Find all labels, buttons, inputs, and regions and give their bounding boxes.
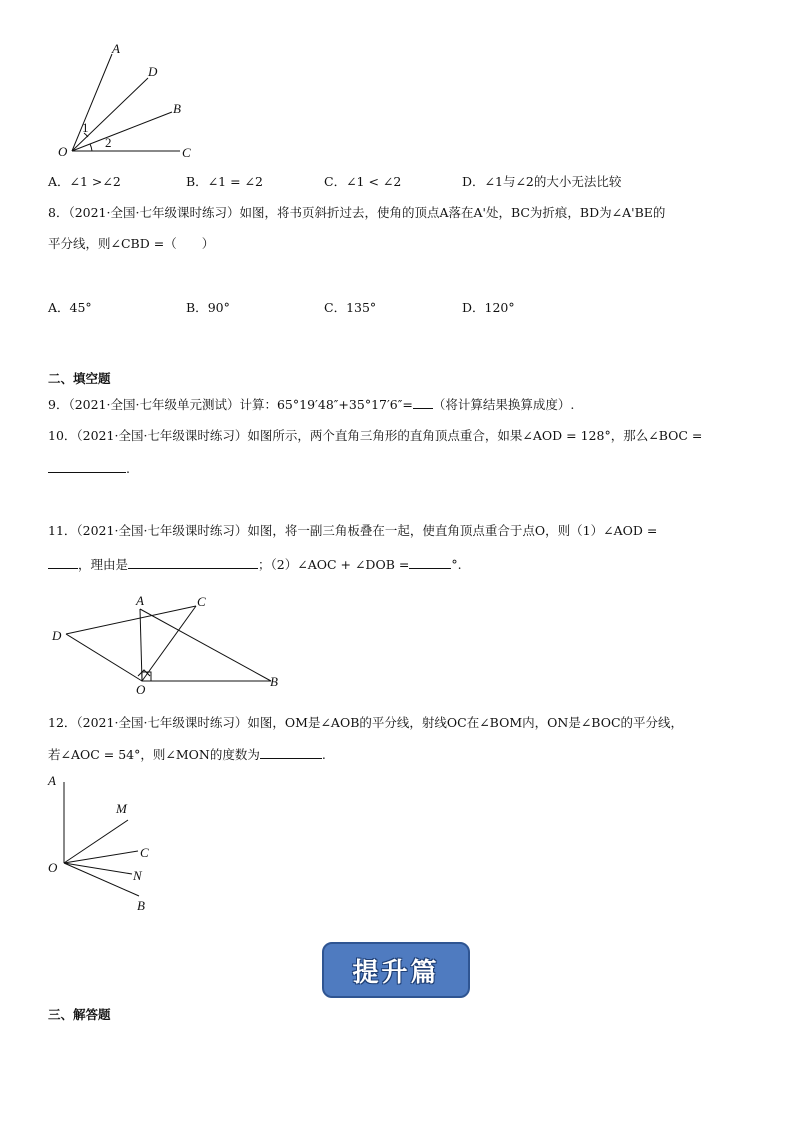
label-1: 1 (82, 120, 89, 135)
ray-oc (64, 851, 138, 863)
q7-option-c: C．∠1 < ∠2 (324, 174, 402, 189)
q12-stem-line2: 若∠AOC = 54°，则∠MON的度数为 . (48, 747, 326, 762)
ray-om (64, 820, 128, 863)
segment-ao (140, 609, 142, 681)
q7-option-d: D．∠1与∠2的大小无法比较 (462, 174, 622, 189)
q11-reason-blank[interactable] (128, 556, 258, 569)
figure-rays-omcnb (44, 772, 164, 917)
segment-dc (66, 606, 196, 634)
ray-ob (64, 863, 139, 896)
q12-answer-blank[interactable] (260, 746, 322, 759)
arc-angle-2 (90, 144, 92, 151)
q8-stem-line2: 平分线，则∠CBD =（ ） (48, 236, 215, 251)
segment-co (142, 606, 196, 681)
label-a: A (136, 593, 144, 608)
q7-option-a: A．∠1 >∠2 (48, 174, 121, 189)
section-fill-in-title: 二、填空题 (48, 371, 111, 386)
label-a: A (112, 41, 120, 56)
segment-do (66, 634, 142, 681)
label-b: B (270, 674, 278, 689)
label-d: D (52, 628, 62, 643)
label-d: D (148, 64, 158, 79)
label-o: O (136, 682, 146, 697)
q9-stem: 9．（2021·全国·七年级单元测试）计算：65°19′48″+35°17′6″= （将计算结果换算成度）. (48, 397, 575, 412)
label-o: O (48, 860, 58, 875)
q10-stem-line2: . (48, 460, 130, 477)
q8-option-c: C．135° (324, 300, 377, 315)
q10-answer-blank[interactable] (48, 460, 126, 473)
q8-option-a: A．45° (48, 300, 92, 315)
label-a: A (48, 773, 56, 788)
ray-on (64, 863, 132, 874)
q8-stem-line1: 8．（2021·全国·七年级课时练习）如图，将书页斜折过去，使角的顶点A落在A'处，BC为折痕，BD为∠A'BE的 (48, 205, 666, 220)
label-m: M (116, 801, 127, 816)
q9-answer-blank[interactable] (413, 396, 433, 409)
q11-answer-blank-2[interactable] (409, 556, 451, 569)
q12-stem-line1: 12．（2021·全国·七年级课时练习）如图，OM是∠AOB的平分线，射线OC在∠BOM内，ON是∠BOC的平分线， (48, 715, 684, 730)
q11-stem-line1: 11．（2021·全国·七年级课时练习）如图，将一副三角板叠在一起，使直角顶点重合于点O，则（1）∠AOD = (48, 523, 658, 538)
q10-stem-line1: 10．（2021·全国·七年级课时练习）如图所示，两个直角三角形的直角顶点重合，如果∠AOD = 128°，那么∠BOC = (48, 428, 703, 443)
section-answer-title: 三、解答题 (48, 1007, 111, 1022)
label-o: O (58, 144, 68, 159)
q11-stem-line2: ，理由是 ；（2）∠AOC + ∠DOB = °. (48, 556, 462, 573)
segment-ab (140, 609, 271, 681)
label-c: C (197, 594, 206, 609)
q7-option-b: B．∠1 = ∠2 (186, 174, 263, 189)
label-b: B (137, 898, 145, 913)
q8-option-d: D．120° (462, 300, 515, 315)
label-c: C (140, 845, 149, 860)
q8-option-b: B．90° (186, 300, 230, 315)
label-2: 2 (105, 135, 112, 150)
label-b: B (173, 101, 181, 116)
label-n: N (133, 868, 142, 883)
label-c: C (182, 145, 191, 160)
advanced-section-badge: 提升篇 (322, 942, 470, 998)
figure-triangle-boards (46, 588, 296, 698)
figure-angle-1-2 (50, 40, 220, 165)
q11-answer-blank-1[interactable] (48, 556, 78, 569)
